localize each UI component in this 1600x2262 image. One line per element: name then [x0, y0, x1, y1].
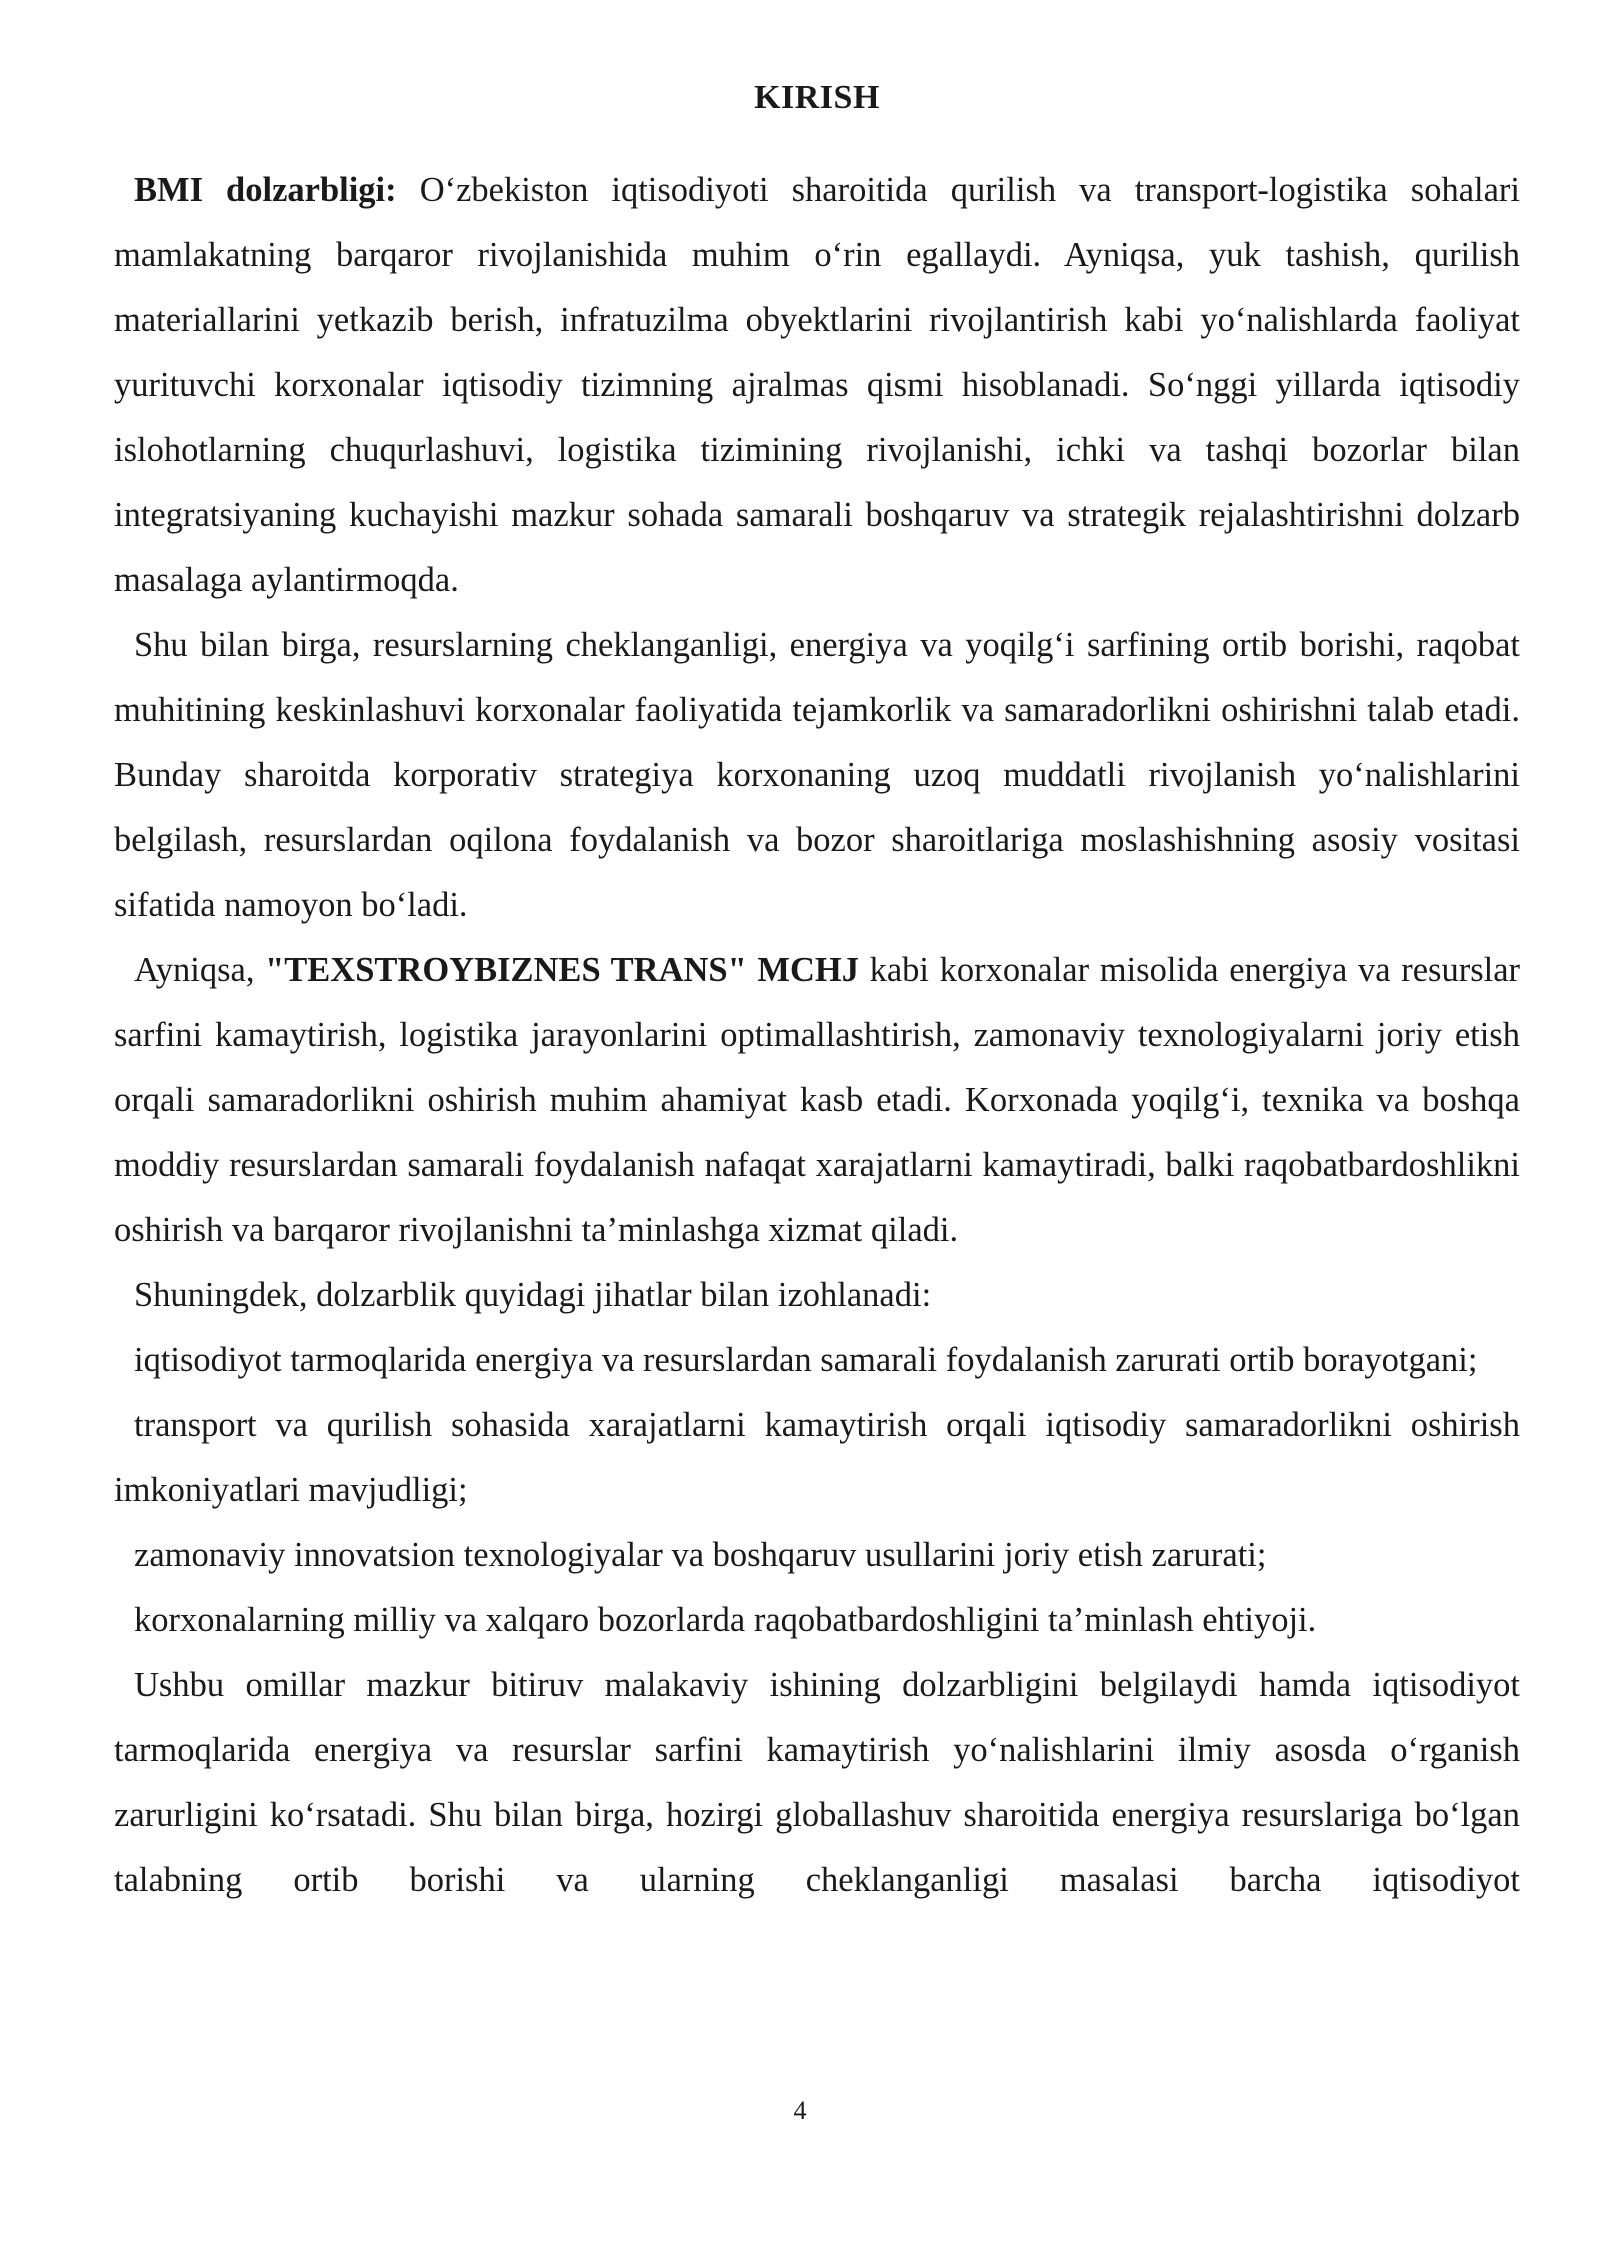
section-title: KIRISH	[754, 79, 880, 116]
company-name: "TEXSTROYBIZNES TRANS" MCHJ	[265, 951, 859, 989]
paragraph-conclusion: Ushbu omillar mazkur bitiruv malakaviy ishining dolzarbligini belgilaydi hamda iqtisodiyot tarmoqlarida energiya va resurslar sarfini kamaytirish yo‘nalishlarini ilmiy asosda o‘rganish zarurligini ko‘rsatadi. Shu bilan birga, hozirgi globallashuv sharoitida energiya resurslariga bo‘lgan talabning ortib borishi va ularning cheklanganligi masalasi barcha iqtisodiyot	[114, 1666, 1520, 1899]
paragraph-text: Ayniqsa,	[134, 951, 266, 989]
page-number: 4	[793, 2096, 807, 2125]
paragraph-text: kabi korxonalar misolida energiya va resurslar sarfini kamaytirish, logistika jarayonlarini optimallashtirish, zamonaviy texnologiyalarni joriy etish orqali samaradorlikni oshirish muhim ahamiyat kasb etadi. Korxonada yoqilg‘i, texnika va boshqa moddiy resurslardan samarali foydalanish nafaqat xarajatlarni kamaytiradi, balki raqobatbardoshlikni oshirish va barqaror rivojlanishni ta’minlashga xizmat qiladi.	[114, 951, 1521, 1249]
list-item: transport va qurilish sohasida xarajatlarni kamaytirish orqali iqtisodiy samaradorlikni oshirish imkoniyatlari mavjudligi;	[114, 1406, 1520, 1509]
paragraph-aspects-intro: Shuningdek, dolzarblik quyidagi jihatlar bilan izohlanadi:	[134, 1276, 932, 1314]
list-item: korxonalarning milliy va xalqaro bozorlarda raqobatbardoshligini ta’minlash ehtiyoji.	[134, 1601, 1317, 1639]
paragraph-company	[114, 938, 1520, 1263]
paragraph-relevance	[114, 158, 1520, 613]
paragraph-resources: Shu bilan birga, resurslarning cheklanganligi, energiya va yoqilg‘i sarfining ortib borishi, raqobat muhitining keskinlashuvi korxonalar faoliyatida tejamkorlik va samaradorlikni oshirishni talab etadi. Bunday sharoitda korporativ strategiya korxonaning uzoq muddatli rivojlanish yo‘nalishlarini belgilash, resurslardan oqilona foydalanish va bozor sharoitlariga moslashishning asosiy vositasi sifatida namoyon bo‘ladi.	[114, 626, 1520, 924]
list-item: zamonaviy innovatsion texnologiyalar va boshqaruv usullarini joriy etish zarurati;	[134, 1536, 1267, 1574]
list-item: iqtisodiyot tarmoqlarida energiya va resurslardan samarali foydalanish zarurati ortib borayotgani;	[134, 1341, 1478, 1379]
relevance-lead: BMI dolzarbligi:	[134, 171, 397, 209]
paragraph-text: O‘zbekiston iqtisodiyoti sharoitida qurilish va transport-logistika sohalari mamlakatning barqaror rivojlanishida muhim o‘rin egallaydi. Ayniqsa, yuk tashish, qurilish materiallarini yetkazib berish, infratuzilma obyektlarini rivojlantirish kabi yo‘nalishlarda faoliyat yurituvchi korxonalar iqtisodiy tizimning ajralmas qismi hisoblanadi. So‘nggi yillarda iqtisodiy islohotlarning chuqurlashuvi, logistika tizimining rivojlanishi, ichki va tashqi bozorlar bilan integratsiyaning kuchayishi mazkur sohada samarali boshqaruv va strategik rejalashtirishni dolzarb masalaga aylantirmoqda.	[114, 171, 1520, 599]
